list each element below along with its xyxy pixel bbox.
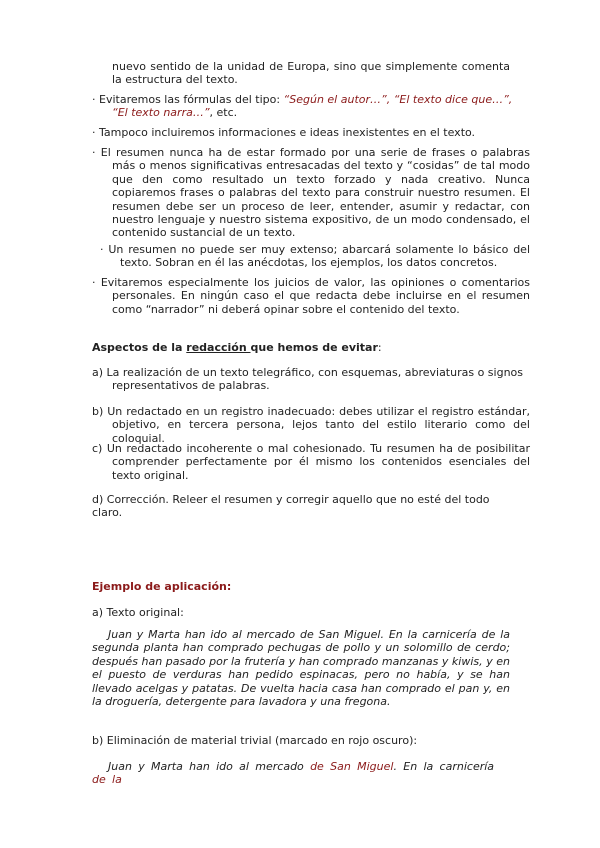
- no-frases-text: El resumen nunca ha de estar formado por una serie de frases o palabras más o menos significativas entresacadas del texto y “cosidas” de tal modo que den como resultado un texto forzado y nada creativo. Nunca copiaremos frases o palabras del texto para construir nuestro resumen. El resumen debe ser un proceso de leer, entender, asumir y redactar, con nuestro lenguaje y nuestro sistema expositivo, de un modo condensado, el contenido sustancial de un texto.: [100, 146, 530, 240]
- no-juicios-text: Evitaremos especialmente los juicios de valor, las opiniones o comentarios personales. En ningún caso el que redacta debe incluirse en el resumen como “narrador” ni deberá opinar sobre el contenido del texto.: [100, 276, 530, 316]
- aspectos-heading-colon: :: [377, 341, 382, 354]
- ejemplo-heading: Ejemplo de aplicación:: [92, 580, 232, 593]
- formulas-post: , etc.: [209, 106, 238, 120]
- no-extenso-text: Un resumen no puede ser muy extenso; abarcará solamente lo básico del texto. Sobran en él las anécdotas, los ejemplos, los datos concretos.: [108, 243, 530, 270]
- aspectos-heading-pre: Aspectos de la: [92, 341, 187, 354]
- marked-normal-2: . En la carnicería: [393, 760, 495, 773]
- aspecto-d: d) Corrección. Releer el resumen y corregir aquello que no esté del todo claro.: [92, 493, 490, 520]
- bullet-no-extenso: · Un resumen no puede ser muy extenso; abarcará solamente lo básico del texto. Sobran en él las anécdotas, los ejemplos, los datos concretos.: [100, 243, 530, 270]
- marked-trivial-1: de San Miguel: [310, 760, 394, 773]
- aspecto-c: c) Un redactado incoherente o mal cohesionado. Tu resumen ha de posibilitar comprender perfectamente por él mismo los contenidos esenciales del texto original.: [92, 442, 530, 482]
- bullet-no-juicios: · Evitaremos especialmente los juicios de valor, las opiniones o comentarios personales. En ningún caso el que redacta debe incluirse en el resumen como “narrador” ni deberá opinar sobre el contenido del texto.: [92, 276, 530, 316]
- texto-original: Juan y Marta han ido al mercado de San Miguel. En la carnicería de la segunda planta han comprado pechugas de pollo y un solomillo de cerdo; después han pasado por la frutería y han comprado manzanas y kiwis, y en el puesto de verduras han pedido espinacas, pero no había, y se han llevado acelgas y patatas. De vuelta hacia casa han comprado el pan y, en la droguería, detergente para lavadora y una fregona.: [92, 628, 510, 709]
- texto-marcado: [92, 760, 510, 787]
- intro-tail: nuevo sentido de la unidad de Europa, sino que simplemente comenta la estructura del texto.: [112, 60, 510, 87]
- bullet-no-info: · Tampoco incluiremos informaciones e ideas inexistentes en el texto.: [92, 126, 476, 139]
- aspectos-heading-post: que hemos de evitar: [250, 341, 378, 354]
- marked-normal-1: Juan y Marta han ido al mercado: [108, 760, 311, 773]
- ejemplo-b-label: b) Eliminación de material trivial (marcado en rojo oscuro):: [92, 734, 418, 747]
- aspectos-heading-underlined: redacción: [186, 341, 251, 354]
- aspecto-b: b) Un redactado en un registro inadecuado: debes utilizar el registro estándar, objetivo, en tercera persona, lejos tanto del estilo literario como del coloquial.: [92, 405, 530, 445]
- formulas-pre: Evitaremos las fórmulas del tipo:: [99, 93, 284, 106]
- bullet-formulas: · Evitaremos las fórmulas del tipo: “Según el autor…”, “El texto dice que…”, “El texto narra…”, etc.: [92, 93, 513, 120]
- marked-trivial-2: de la: [92, 773, 122, 787]
- aspectos-heading: [92, 341, 510, 354]
- bullet-no-frases: · El resumen nunca ha de estar formado por una serie de frases o palabras más o menos significativas entresacadas del texto y “cosidas” de tal modo que den como resultado un texto forzado y nada creativo. Nunca copiaremos frases o palabras del texto para construir nuestro resumen. El resumen debe ser un proceso de leer, entender, asumir y redactar, con nuestro lenguaje y nuestro sistema expositivo, de un modo condensado, el contenido sustancial de un texto.: [92, 146, 530, 240]
- aspecto-a: a) La realización de un texto telegráfico, con esquemas, abreviaturas o signos representativos de palabras.: [92, 366, 524, 393]
- formulas-examples: “Según el autor…”, “El texto dice que…”, “El texto narra…”: [112, 93, 513, 120]
- no-info-text: Tampoco incluiremos informaciones e ideas inexistentes en el texto.: [99, 126, 476, 139]
- ejemplo-a-label: a) Texto original:: [92, 606, 184, 619]
